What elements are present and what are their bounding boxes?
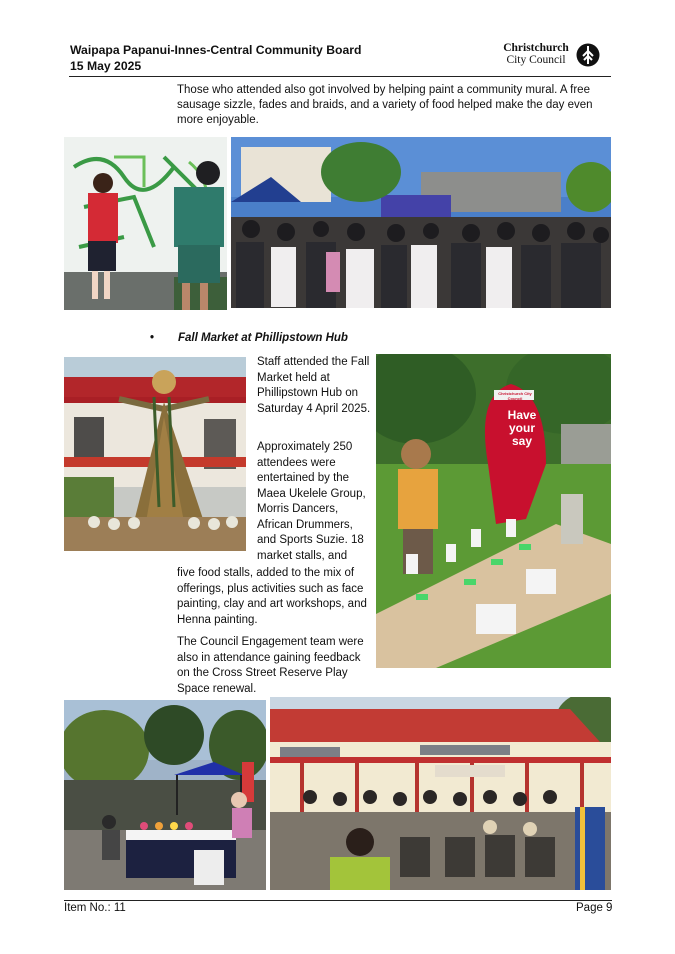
mural-photo [64, 137, 227, 310]
engagement-stall-photo [376, 354, 611, 668]
logo-line2: City Council [506, 54, 566, 66]
footer-rule [64, 900, 612, 901]
intro-paragraph: Those who attended also got involved by helping paint a community mural. A free sausage sizzle, fades and braids, and a variety of food helped make the day even more enjoyable. [177, 84, 593, 126]
council-emblem-icon [576, 43, 600, 67]
council-logo [498, 42, 610, 70]
crowd-photo [231, 137, 611, 308]
header-rule [69, 76, 611, 77]
paragraph-engagement-team: The Council Engagement team were also in attendance gaining feedback on the Cross Street Reserve Play Space renewal. [177, 636, 364, 695]
banner-text: Have your say [507, 408, 537, 448]
paragraph-attendees-cont: five food stalls, added to the mix of offerings, plus activities such as face painting, clay and art workshops, and Henna painting. [177, 567, 367, 626]
banner-logo-text: Christchurch City Council [498, 391, 532, 401]
logo-line1: Christchurch [503, 42, 569, 54]
paragraph-staff-attended: Staff attended the Fall Market held at Phillipstown Hub on Saturday 4 April 2025. [257, 356, 371, 415]
bullet-icon: • [150, 332, 155, 344]
page-number: Page 9 [576, 902, 613, 914]
page-header [70, 42, 361, 74]
market-stall-photo [64, 700, 266, 890]
section-title: Fall Market at Phillipstown Hub [178, 332, 348, 344]
paragraph-attendees-col: Approximately 250 attendees were entertained by the Maea Ukelele Group, Morris Dancers, African Drummers, and Sports Suzie. 18 market stalls, and [257, 441, 366, 562]
item-number: Item No.: 11 [64, 902, 126, 914]
board-name: Waipapa Papanui-Innes-Central Community Board [70, 43, 362, 57]
scarecrow-photo [64, 357, 246, 551]
meeting-date: 15 May 2025 [70, 59, 142, 73]
performers-photo [270, 697, 611, 890]
